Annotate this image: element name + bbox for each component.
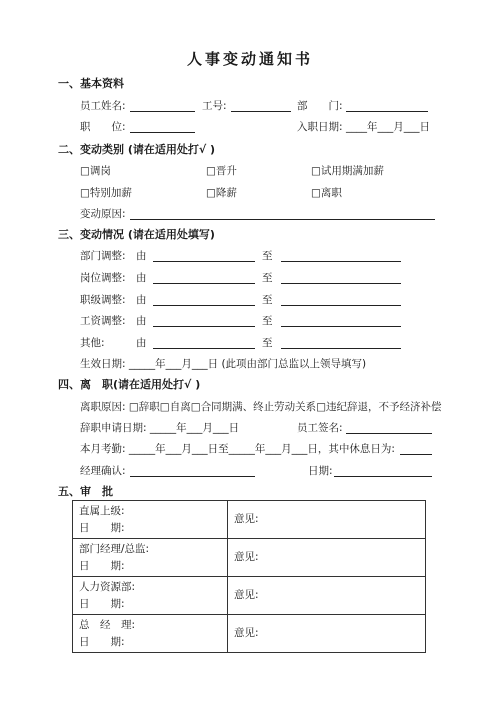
confirm-date-label: 日期: — [308, 465, 333, 477]
approval-date: 日 期: — [79, 597, 125, 610]
approval-date: 日 期: — [79, 559, 125, 572]
to-field[interactable] — [281, 348, 401, 349]
department-field[interactable] — [346, 111, 428, 112]
opinion-cell[interactable] — [228, 501, 426, 539]
opinion-label: 意见: — [234, 513, 259, 525]
opinion-cell[interactable] — [228, 577, 426, 615]
employee-signature-field[interactable] — [346, 433, 432, 434]
detail-row-label: 部门调整: — [80, 250, 126, 262]
confirm-date-field[interactable] — [334, 476, 432, 477]
opinion-label: 意见: — [234, 551, 259, 563]
to-label: 至 — [262, 315, 273, 327]
department-label: 部 门: — [297, 100, 343, 112]
section-change-details-heading: 三、变动情况 (请在适用处填写) — [58, 228, 215, 241]
manager-confirm-label: 经理确认: — [80, 465, 126, 477]
from-label: 由 — [136, 250, 147, 262]
approver-cell[interactable] — [73, 539, 228, 577]
approver-role: 部门经理/总监: — [79, 542, 150, 555]
employee-id-field[interactable] — [231, 111, 291, 112]
employee-name-field[interactable] — [130, 111, 195, 112]
approver-cell[interactable] — [73, 615, 228, 653]
resignation-reason-line[interactable]: 离职原因: □辞职□自离□合同期满、终止劳动关系□违纪辞退，不予经济补偿 — [80, 401, 442, 413]
checkbox-promotion[interactable]: □晋升 — [206, 165, 237, 177]
page-title: 人事变动通知书 — [186, 50, 313, 68]
opinion-cell[interactable] — [228, 539, 426, 577]
from-label: 由 — [136, 315, 147, 327]
opinion-label: 意见: — [234, 589, 259, 601]
approver-role: 人力资源部: — [79, 580, 136, 593]
approver-role: 总 经 理: — [79, 618, 136, 631]
position-label: 职 位: — [80, 121, 126, 133]
from-label: 由 — [136, 272, 147, 284]
resignation-apply-date[interactable]: 辞职申请日期: _____年___月___日 — [80, 422, 240, 434]
to-label: 至 — [262, 337, 273, 349]
section-approval-heading: 五、审 批 — [58, 485, 113, 498]
from-label: 由 — [136, 294, 147, 306]
position-field[interactable] — [130, 132, 195, 133]
checkbox-probation-raise[interactable]: □试用期满加薪 — [311, 165, 384, 177]
section-basic-info-heading: 一、基本资料 — [58, 77, 124, 90]
from-field[interactable] — [153, 326, 255, 327]
employee-signature-label: 员工签名: — [297, 422, 343, 434]
table-row — [73, 501, 426, 539]
to-label: 至 — [262, 272, 273, 284]
from-field[interactable] — [153, 283, 255, 284]
from-field[interactable] — [153, 305, 255, 306]
detail-row-label: 其他: — [80, 337, 105, 349]
approver-cell[interactable] — [73, 501, 228, 539]
approver-cell[interactable] — [73, 577, 228, 615]
table-row — [73, 615, 426, 653]
approver-role: 直属上级: — [79, 504, 125, 517]
from-field[interactable] — [153, 348, 255, 349]
manager-confirm-field[interactable] — [130, 476, 255, 477]
detail-row-label: 工资调整: — [80, 315, 126, 327]
table-row — [73, 539, 426, 577]
to-label: 至 — [262, 294, 273, 306]
to-field[interactable] — [281, 305, 401, 306]
table-row — [73, 577, 426, 615]
checkbox-resignation[interactable]: □离职 — [311, 187, 342, 199]
to-field[interactable] — [281, 326, 401, 327]
join-date-field[interactable]: ____年___月___日 — [346, 121, 430, 133]
effective-date-line[interactable]: 生效日期: _____年___月___日 (此项由部门总监以上领导填写) — [80, 358, 367, 370]
change-reason-label: 变动原因: — [80, 208, 126, 220]
rest-days-field[interactable] — [400, 454, 432, 455]
detail-row-label: 岗位调整: — [80, 272, 126, 284]
approval-table — [72, 500, 426, 653]
section-change-type-heading: 二、变动类别 (请在适用处打√ ) — [58, 143, 216, 156]
opinion-label: 意见: — [234, 627, 259, 639]
employee-id-label: 工号: — [202, 100, 227, 112]
employee-name-label: 员工姓名: — [80, 100, 126, 112]
to-field[interactable] — [281, 261, 401, 262]
approval-date: 日 期: — [79, 635, 125, 648]
to-label: 至 — [262, 250, 273, 262]
approval-date: 日 期: — [79, 521, 125, 534]
checkbox-special-raise[interactable]: □特别加薪 — [80, 187, 132, 199]
change-reason-field[interactable] — [130, 219, 435, 220]
join-date-label: 入职日期: — [297, 121, 343, 133]
opinion-cell[interactable] — [228, 615, 426, 653]
from-label: 由 — [136, 337, 147, 349]
from-field[interactable] — [153, 261, 255, 262]
detail-row-label: 职级调整: — [80, 294, 126, 306]
section-resignation-heading: 四、离 职(请在适用处打√ ) — [58, 378, 201, 391]
checkbox-pay-cut[interactable]: □降薪 — [206, 187, 237, 199]
checkbox-transfer[interactable]: □调岗 — [80, 165, 111, 177]
attendance-line[interactable]: 本月考勤: _____年___月___日至_____年___月___日，其中休息日为: — [80, 443, 395, 455]
to-field[interactable] — [281, 283, 401, 284]
